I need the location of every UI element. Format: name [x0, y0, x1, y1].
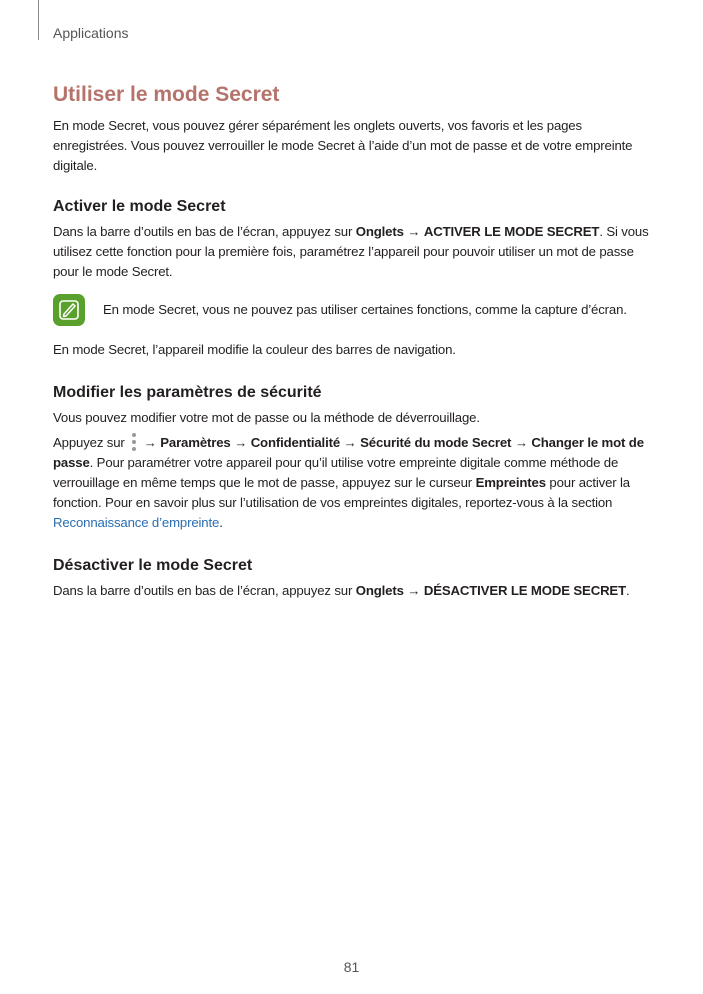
- securite-mode-secret-term: Sécurité du mode Secret: [360, 435, 512, 450]
- activer-term: ACTIVER LE MODE SECRET: [423, 224, 600, 239]
- note-pencil-icon: [53, 294, 85, 326]
- desactiver-term: DÉSACTIVER LE MODE SECRET: [423, 583, 626, 598]
- empreintes-term: Empreintes: [475, 475, 546, 490]
- fingerprint-link[interactable]: Reconnaissance d’empreinte: [53, 515, 220, 530]
- changer-mot-de-passe-term: Changer le mot de passe: [53, 435, 644, 470]
- section-header: Applications: [53, 25, 129, 41]
- security-heading: Modifier les paramètres de sécurité: [53, 384, 322, 401]
- note-text: En mode Secret, vous ne pouvez pas utiliser certaines fonctions, comme la capture d’écran.: [103, 302, 627, 317]
- main-content: [53, 80, 655, 601]
- confidentialite-term: Confidentialité: [250, 435, 341, 450]
- activate-paragraph: Dans la barre d’outils en bas de l’écran, appuyez sur Onglets → ACTIVER LE MODE SECRET. Si vous utilisez cette fonction pour la première fois, paramétrez l’appareil pour pouvoir utiliser un mot de passe pour le mode Secret.: [53, 224, 649, 279]
- deactivate-paragraph: Dans la barre d’outils en bas de l’écran, appuyez sur Onglets → DÉSACTIVER LE MODE SECRET.: [53, 583, 630, 598]
- page-title: Utiliser le mode Secret: [53, 83, 280, 106]
- header-rule: [38, 0, 39, 40]
- navigation-color-paragraph: En mode Secret, l’appareil modifie la couleur des barres de navigation.: [53, 342, 456, 357]
- parametres-term: Paramètres: [160, 435, 231, 450]
- page-number: 81: [343, 959, 360, 975]
- note-box: [53, 294, 655, 326]
- more-options-icon: [130, 433, 138, 451]
- activate-heading: Activer le mode Secret: [53, 198, 226, 215]
- security-paragraph-2: Appuyez sur → Paramètres → Confidentialité → Sécurité du mode Secret → Changer le mot de passe. Pour paramétrer votre appareil pour qu’il utilise votre empreinte digitale comme méthode de verrouillage en même temps que le mot de passe, appuyez sur le curseur Empreintes pour activer la fonction. Pour en savoir plus sur l’utilisation de vos empreintes digitales, reportez-vous à la section Reconnaissance d’empreinte.: [53, 435, 644, 530]
- security-paragraph-1: Vous pouvez modifier votre mot de passe ou la méthode de déverrouillage.: [53, 410, 480, 425]
- deactivate-heading: Désactiver le mode Secret: [53, 557, 253, 574]
- onglets-term-2: Onglets: [355, 583, 404, 598]
- intro-paragraph: En mode Secret, vous pouvez gérer séparément les onglets ouverts, vos favoris et les pages enregistrées. Vous pouvez verrouiller le mode Secret à l’aide d’un mot de passe et de votre empreinte digitale.: [53, 118, 633, 173]
- onglets-term: Onglets: [355, 224, 404, 239]
